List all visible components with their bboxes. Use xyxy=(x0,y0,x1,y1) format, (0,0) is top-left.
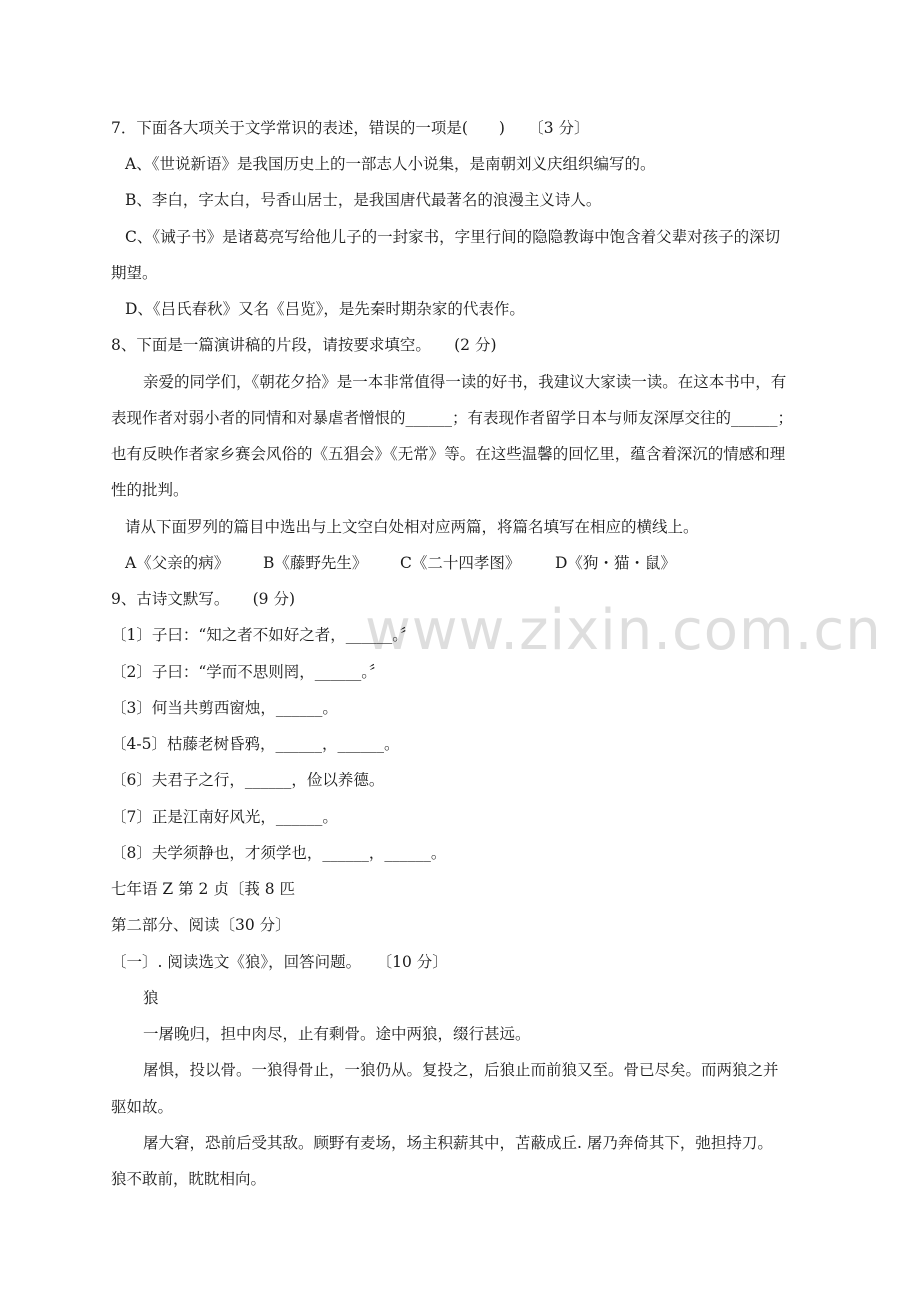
part2-heading: 第二部分、阅读〔30 分〕 xyxy=(111,916,291,934)
page-footer: 七年语 Z 第 2 贞〔莪 8 匹 xyxy=(111,880,296,898)
q9-item: 〔3〕何当共剪西窗烛，______。 xyxy=(111,699,338,717)
reading-paragraph-3-line2: 狼不敢前，眈眈相向。 xyxy=(111,1170,267,1188)
q8-passage-line3: 也有反映作者家乡赛会风俗的《五猖会》《无常》等。在这些温馨的回忆里，蕴含着深沉的情感和理 xyxy=(111,445,786,463)
q9-item: 〔2〕子曰：“学而不思则罔，______。〞 xyxy=(111,663,385,681)
q9-item: 〔1〕子曰：“知之者不如好之者，______。〞 xyxy=(111,626,416,644)
q8-option-c: C《二十四孝图》 xyxy=(400,554,521,572)
q8-instruction: 请从下面罗列的篇目中选出与上文空白处相对应两篇，将篇名填写在相应的横线上。 xyxy=(125,518,699,536)
q7-option-a: A、《世说新语》是我国历史上的一部志人小说集，是南朝刘义庆组织编写的。 xyxy=(125,155,656,173)
q9-item: 〔8〕夫学须静也，才须学也，______，______。 xyxy=(111,844,447,862)
reading-paragraph-2-line1: 屠惧，投以骨。一狼得骨止，一狼仍从。复投之，后狼止而前狼又至。骨已尽矣。而两狼之并 xyxy=(143,1061,779,1079)
q7-option-c-line1: C、《诫子书》是诸葛亮写给他儿子的一封家书，字里行间的隐隐教诲中饱含着父辈对孩子的深切 xyxy=(125,228,781,246)
q9-item: 〔4-5〕枯藤老树昏鸦，______，______。 xyxy=(111,735,400,753)
reading-paragraph-3-line1: 屠大窘，恐前后受其敌。顾野有麦场，场主积薪其中，苫蔽成丘. 屠乃奔倚其下，弛担持刀。 xyxy=(143,1134,773,1152)
q7-stem: 7．下面各大项关于文学常识的表述，错误的一项是( ) 〔3 分〕 xyxy=(111,119,590,137)
q7-option-b: B、李白，字太白，号香山居士，是我国唐代最著名的浪漫主义诗人。 xyxy=(125,191,602,209)
reading-paragraph-2-line2: 驱如故。 xyxy=(111,1098,174,1116)
q8-stem: 8、下面是一篇演讲稿的片段，请按要求填空。 (2 分) xyxy=(111,336,497,354)
reading-section-heading: 〔一〕. 阅读选文《狼》，回答问题。 〔10 分〕 xyxy=(111,953,448,971)
q7-option-c-line2: 期望。 xyxy=(111,264,158,282)
q9-item: 〔6〕夫君子之行，______，俭以养德。 xyxy=(111,771,385,789)
q8-option-b: B《藤野先生》 xyxy=(263,554,368,572)
q7-option-d: D、《吕氏春秋》又名《吕览》，是先秦时期杂家的代表作。 xyxy=(125,300,525,318)
q8-passage-line1: 亲爱的同学们，《朝花夕拾》是一本非常值得一读的好书，我建议大家读一读。在这本书中，有 xyxy=(143,373,787,391)
q8-passage-line2: 表现作者对弱小者的同情和对暴虐者憎恨的______；有表现作者留学日本与师友深厚交往的______； xyxy=(111,409,794,427)
q9-stem: 9、古诗文默写。 (9 分) xyxy=(111,590,295,608)
watermark: www.zixin.com.cn xyxy=(365,598,882,663)
q9-item: 〔7〕正是江南好风光，______。 xyxy=(111,808,338,826)
reading-paragraph-1: 一屠晚归，担中肉尽，止有剩骨。途中两狼，缀行甚远。 xyxy=(143,1025,531,1043)
q8-passage-line4: 性的批判。 xyxy=(111,481,189,499)
q8-option-a: A《父亲的病》 xyxy=(125,554,230,572)
q8-option-d: D《狗・猫・鼠》 xyxy=(555,554,676,572)
reading-title: 狼 xyxy=(143,989,159,1007)
